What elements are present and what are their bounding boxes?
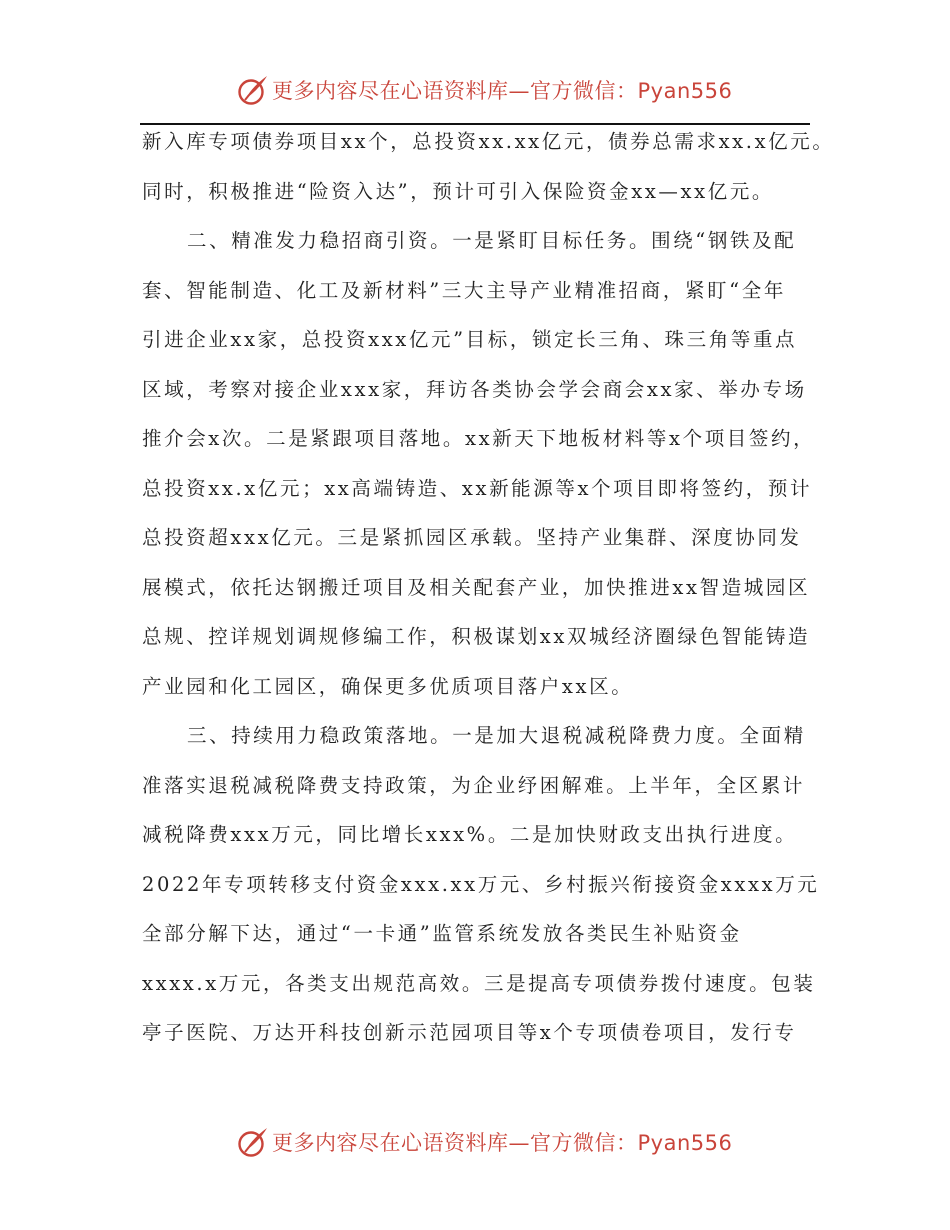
watermark-header xyxy=(236,72,732,108)
text-line: 新入库专项债券项目xx个，总投资xx.xx亿元，债券总需求xx.x亿元。 xyxy=(142,130,835,153)
watermark-text: 更多内容尽在心语资料库—官方微信：Pyan556 xyxy=(272,79,733,103)
text-line: 减税降费xxx万元，同比增长xxx%。二是加快财政支出执行进度。 xyxy=(142,823,798,846)
text-line: 亭子医院、万达开科技创新示范园项目等x个专项债卷项目，发行专 xyxy=(142,1021,797,1044)
text-line: xxxx.x万元，各类支出规范高效。三是提高专项债券拨付速度。包装 xyxy=(142,971,816,995)
text-line: 总投资xx.x亿元；xx高端铸造、xx新能源等x个项目即将签约，预计 xyxy=(142,476,813,500)
text-line: 2022年专项转移支付资金xxx.xx万元、乡村振兴衔接资金xxxx万元 xyxy=(142,872,820,896)
text-line: 区域，考察对接企业xxx家，拜访各类协会学会商会xx家、举办专场 xyxy=(142,377,807,401)
text-line: 展模式，依托达钢搬迁项目及相关配套产业，加快推进xx智造城园区 xyxy=(142,575,811,599)
text-line: 引进企业xx家，总投资xxx亿元”目标，锁定长三角、珠三角等重点 xyxy=(142,328,798,351)
text-line: 套、智能制造、化工及新材料”三大主导产业精准招商，紧盯“全年 xyxy=(142,278,786,302)
section-heading-line: 二、精准发力稳招商引资。一是紧盯目标任务。围绕“钢铁及配 xyxy=(187,229,797,252)
text-line: 产业园和化工园区，确保更多优质项目落户xx区。 xyxy=(142,674,634,698)
quill-logo-icon xyxy=(236,73,270,107)
text-line: 准落实退税减税降费支持政策，为企业纾困解难。上半年，全区累计 xyxy=(142,773,806,797)
text-line: 总规、控详规划调规修编工作，积极谋划xx双城经济圈绿色智能铸造 xyxy=(142,625,811,648)
document-body xyxy=(142,122,835,1063)
watermark-footer xyxy=(236,1124,732,1160)
text-line: 总投资超xxx亿元。三是紧抓园区承载。坚持产业集群、深度协同发 xyxy=(142,526,802,549)
quill-logo-icon xyxy=(236,1125,270,1159)
text-line: 全部分解下达，通过“一卡通”监管系统发放各类民生补贴资金 xyxy=(142,922,742,945)
section-heading-line: 三、持续用力稳政策落地。一是加大退税减税降费力度。全面精 xyxy=(187,724,806,747)
text-line: 同时，积极推进“险资入达”，预计可引入保险资金xx—xx亿元。 xyxy=(142,179,775,203)
text-line: 推介会x次。二是紧跟项目落地。xx新天下地板材料等x个项目签约， xyxy=(142,427,816,450)
watermark-text: 更多内容尽在心语资料库—官方微信：Pyan556 xyxy=(272,1131,733,1155)
